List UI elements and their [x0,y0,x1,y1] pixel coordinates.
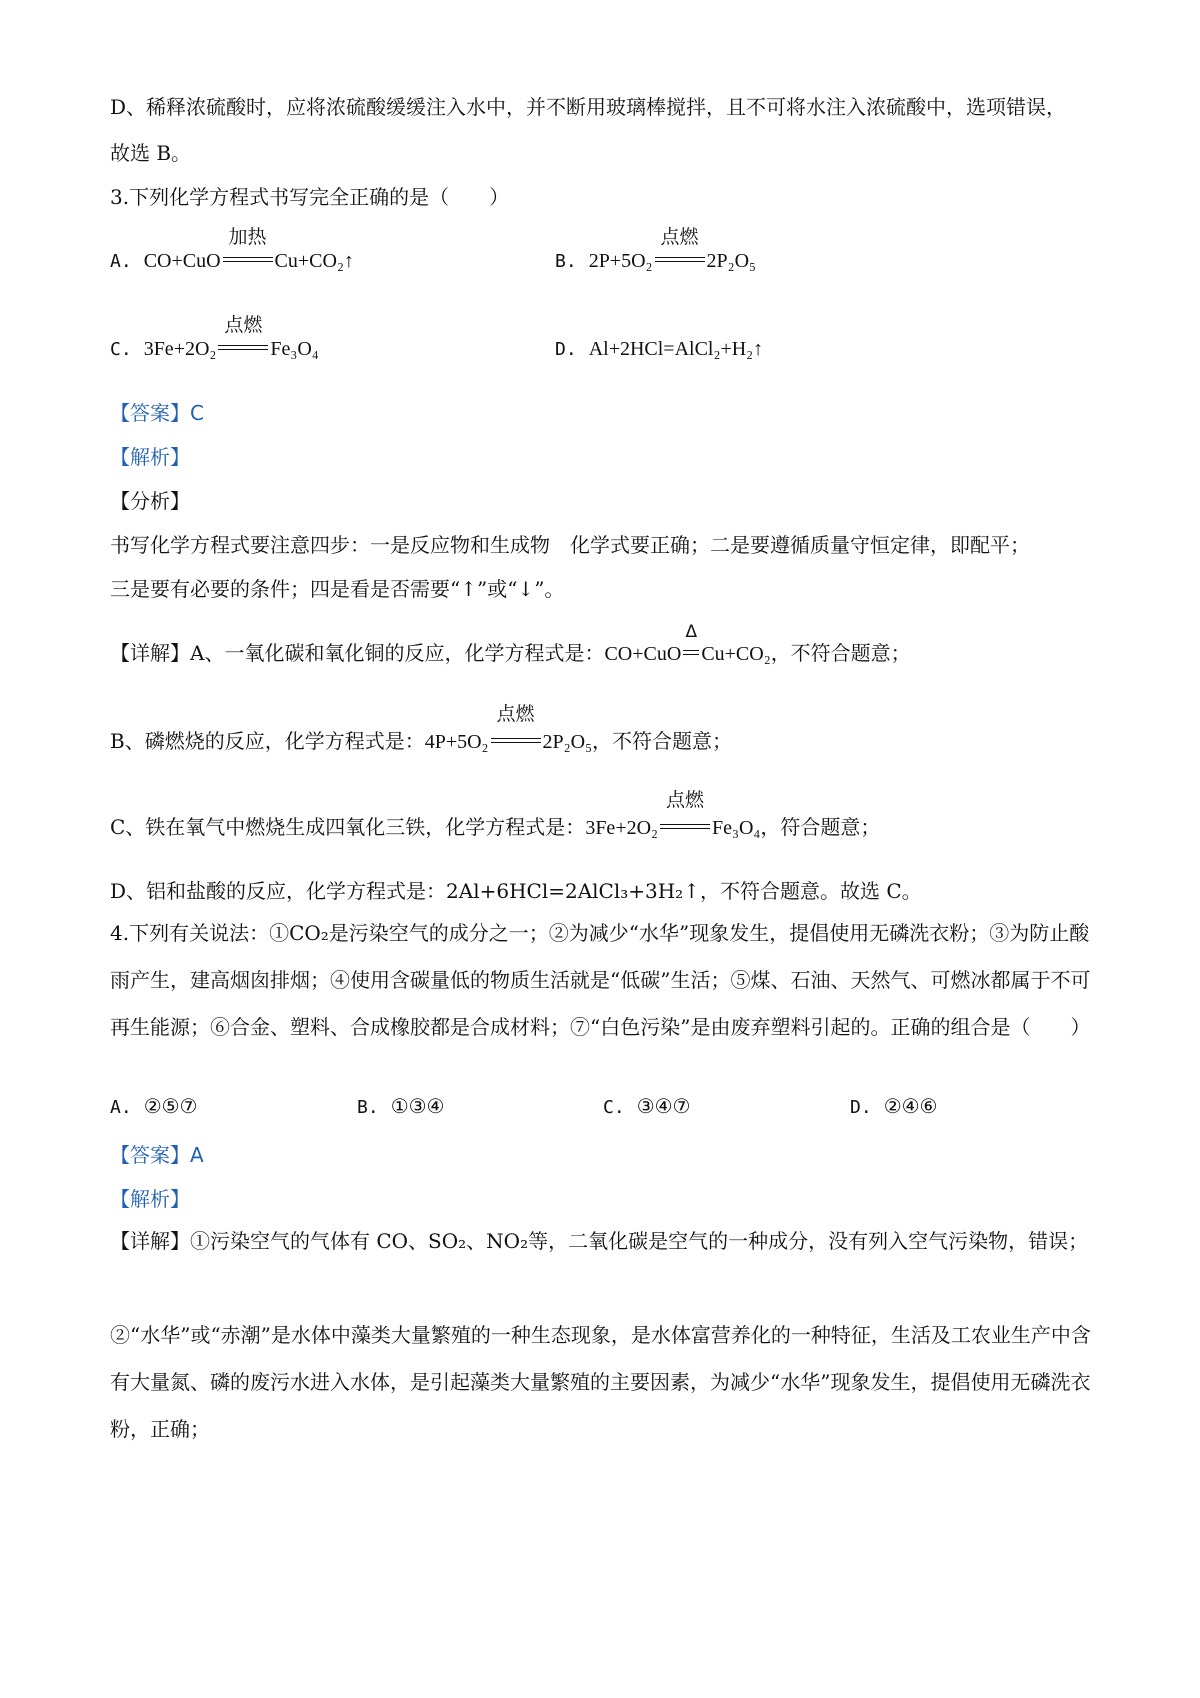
answer-4 [110,1140,204,1170]
question-4: 4.下列有关说法：①CO₂是污染空气的成分之一；②为减少“水华”现象发生，提倡使用无磷洗衣粉；③为防止酸雨产生，建高烟囱排烟；④使用含碳量低的物质生活就是“低碳”生活；⑤煤、石油、天然气、可燃冰都属于不可再生能源；⑥合金、塑料、合成橡胶都是合成材料；⑦“白色污染”是由废弃塑料引起的。正确的组合是（ ） [110,921,1091,1039]
option-label: D. [850,1097,872,1118]
option-label: C. [603,1097,625,1118]
option-label: A. [110,1097,132,1118]
answer-value: A [190,1143,204,1167]
equation-rhs: Fe₃O₄ [270,338,319,360]
text-line: D、稀释浓硫酸时，应将浓硫酸缓缓注入水中，并不断用玻璃棒搅拌，且不可将水注入浓硫酸中，选项错误， [110,95,1067,119]
detail-text: A、一氧化碳和氧化铜的反应，化学方程式是： [190,641,605,665]
equation-lhs: CO+CuO [604,643,682,665]
reaction-condition [655,226,705,273]
equation [588,226,757,272]
option-label: B. [357,1097,379,1118]
q4-option-b [357,1094,444,1118]
condition-text: Δ [685,622,698,642]
option-label: C. [110,339,132,360]
fenxi-line-1: 书写化学方程式要注意四步：一是反应物和生成物 化学式要正确；二是要遵循质量守恒定律，即配平； [110,533,1030,557]
reaction-condition [491,703,541,757]
q4-option-c [603,1094,690,1118]
condition-text: 加热 [228,226,267,248]
option-d [555,336,763,361]
detail-text: ，不符合题意； [592,729,733,753]
detail-text: ，符合题意； [760,815,881,839]
option-text: ②④⑥ [883,1094,938,1118]
detail-4-1: 【详解】①污染空气的气体有 CO、SO₂、NO₂等，二氧化碳是空气的一种成分，没有列入空气污染物，错误； [110,1229,1089,1253]
equation [143,314,319,360]
q4-option-d [850,1094,937,1118]
equation-lhs: 4P+5O₂ [424,731,489,753]
detail-c [110,789,881,843]
fenxi-line-2: 三是要有必要的条件；四是看是否需要“↑”或“↓”。 [110,577,565,601]
detail-d: D、铝和盐酸的反应，化学方程式是：2Al+6HCl=2AlCl₃+3H₂↑，不符合题意。故选 C。 [110,879,922,903]
answer-3 [110,398,204,428]
equation-rhs: Fe₃O₄ [712,817,761,839]
detail-b [110,703,733,757]
condition-text: 点燃 [666,789,705,811]
equation [585,789,761,839]
question-3: 3.下列化学方程式书写完全正确的是（ ） [110,185,510,209]
reaction-condition [660,789,710,843]
equation-lhs: 3Fe+2O₂ [143,338,217,360]
text-line: 故选 B。 [110,141,192,165]
equation-lhs: 2P+5O₂ [588,250,653,272]
equation-rhs: Cu+CO₂↑ [274,250,354,272]
answer-tag: 【答案】 [110,401,190,425]
option-label: D. [555,339,577,360]
condition-text: 点燃 [660,226,699,248]
option-text: ③④⑦ [636,1094,691,1118]
detail-tag: 【详解】 [110,641,190,665]
reaction-condition [683,622,699,669]
analysis-tag: 【解析】 [110,1187,190,1211]
answer-tag: 【答案】 [110,1143,190,1167]
option-label: B. [555,251,577,272]
fenxi-heading: 【分析】 [110,489,190,513]
option-text: ①③④ [390,1094,445,1118]
detail-text: C、铁在氧气中燃烧生成四氧化三铁，化学方程式是： [110,815,586,839]
detail-text: ，不符合题意； [770,641,911,665]
analysis-tag: 【解析】 [110,445,190,469]
option-c [110,314,319,361]
option-text: ②⑤⑦ [143,1094,198,1118]
option-label: A. [110,251,132,272]
detail-4-2: ②“水华”或“赤潮”是水体中藻类大量繁殖的一种生态现象，是水体富营养化的一种特征，生活及工农业生产中含有大量氮、磷的废污水进入水体，是引起藻类大量繁殖的主要因素，为减少“水华”现象发生，提倡使用无磷洗衣粉，正确； [110,1323,1091,1441]
option-b [555,226,757,273]
equation-rhs: Cu+CO₂ [701,643,771,665]
detail-a [110,622,911,669]
q4-option-a [110,1094,197,1118]
condition-text: 点燃 [496,703,535,725]
equation [143,226,354,272]
condition-text: 点燃 [224,314,263,336]
reaction-condition [223,226,273,273]
equation-lhs: CO+CuO [143,250,221,272]
equation [424,703,593,753]
detail-text: B、磷燃烧的反应，化学方程式是： [110,729,425,753]
reaction-condition [218,314,268,361]
equation-rhs: 2P₂O₅ [706,250,757,272]
answer-value: C [190,401,204,425]
option-a [110,226,354,273]
equation [604,622,771,665]
equation: Al+2HCl=AlCl₂+H₂↑ [588,338,764,360]
equation-rhs: 2P₂O₅ [542,731,593,753]
equation-lhs: 3Fe+2O₂ [585,817,659,839]
